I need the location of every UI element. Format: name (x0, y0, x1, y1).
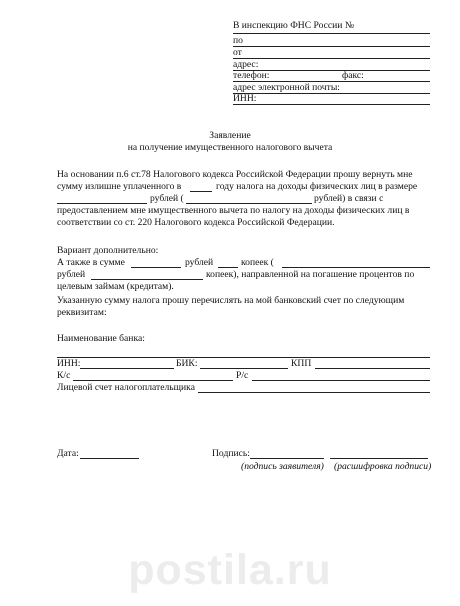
account-field[interactable] (198, 392, 430, 393)
p1-line3-start: рублей ( (150, 193, 184, 204)
bank-bik-field[interactable] (200, 368, 288, 369)
signature-label: Подпись: (212, 448, 250, 459)
signature-decode-field[interactable] (330, 458, 428, 459)
variant-line3: целевым займам (кредитам). (57, 281, 174, 292)
variant-kop-label: копеек ( (241, 257, 274, 268)
from2-line (233, 58, 430, 59)
document-title: Заявление (209, 130, 251, 141)
bank-name-label: Наименование банка: (57, 333, 145, 344)
bank-rs-field[interactable] (252, 380, 430, 381)
email-label: адрес электронной почты: (233, 82, 340, 93)
bank-name-field[interactable] (57, 357, 430, 358)
from-label: по (233, 35, 243, 46)
p1-line2-end: году налога на доходы физических лиц в размере (216, 181, 418, 192)
bank-inn-field[interactable] (80, 368, 174, 369)
watermark-logo: postila.ru (128, 546, 332, 594)
variant-amount-field[interactable] (131, 267, 181, 268)
signature-field[interactable] (250, 458, 324, 459)
variant-kop-field[interactable] (218, 267, 238, 268)
fax-label: факс: (342, 70, 364, 81)
transfer-line1: Указанную сумму налога прошу перечислять на мой банковский счет по следующим (57, 295, 405, 306)
from2-label: от (233, 47, 242, 58)
amount-words-field[interactable] (186, 203, 312, 204)
date-field[interactable] (80, 458, 139, 459)
p1-line1: На основании п.6 ст.78 Налогового кодекса Российской Федерации прошу вернуть мне (57, 169, 413, 180)
document-subtitle: на получение имущественного налогового вычета (127, 142, 333, 153)
bank-bik-label: БИК: (176, 358, 198, 369)
bank-kpp-field[interactable] (315, 368, 430, 369)
p1-line5: соответствии со ст. 220 Налогового кодекса Российской Федерации. (57, 217, 335, 228)
bank-kpp-label: КПП (291, 358, 312, 369)
inspection-label: В инспекцию ФНС России № (233, 20, 354, 31)
p1-line3-end: рублей) в связи с (314, 193, 384, 204)
variant-line2-end: копеек), направленной на погашение процентов по (206, 269, 415, 280)
variant-rub-label: рублей (185, 257, 214, 268)
decode-hint: (расшифровка подписи) (334, 461, 432, 472)
variant-kop-words-field[interactable] (91, 279, 203, 280)
signature-hint: (подпись заявителя) (241, 461, 324, 472)
from-line (233, 46, 430, 47)
inn-label: ИНН: (233, 93, 257, 104)
account-label: Лицевой счет налогоплательщика (57, 382, 195, 393)
bank-inn-label: ИНН: (57, 358, 81, 369)
variant-label: Вариант дополнительно: (57, 245, 159, 256)
email-line (233, 93, 430, 94)
phone-label: телефон: (233, 70, 270, 81)
variant-line1-start: А также в сумме (57, 257, 125, 268)
transfer-line2: реквизитам: (57, 307, 107, 318)
variant-line2-rub: рублей (57, 269, 86, 280)
amount-field[interactable] (57, 203, 147, 204)
variant-words-field[interactable] (282, 267, 430, 268)
address-label: адрес: (233, 59, 259, 70)
bank-ks-field[interactable] (73, 380, 233, 381)
bank-ks-label: К/с (57, 370, 71, 381)
date-label: Дата: (57, 448, 79, 459)
bank-rs-label: Р/с (236, 370, 249, 381)
inspection-line (233, 33, 430, 34)
inn-line (233, 104, 430, 105)
p1-line2-start: сумму излишне уплаченного в (57, 181, 182, 192)
p1-line4: предоставлением мне имущественного вычета по налогу на доходы физических лиц в (57, 205, 410, 216)
year-field[interactable] (190, 191, 212, 192)
